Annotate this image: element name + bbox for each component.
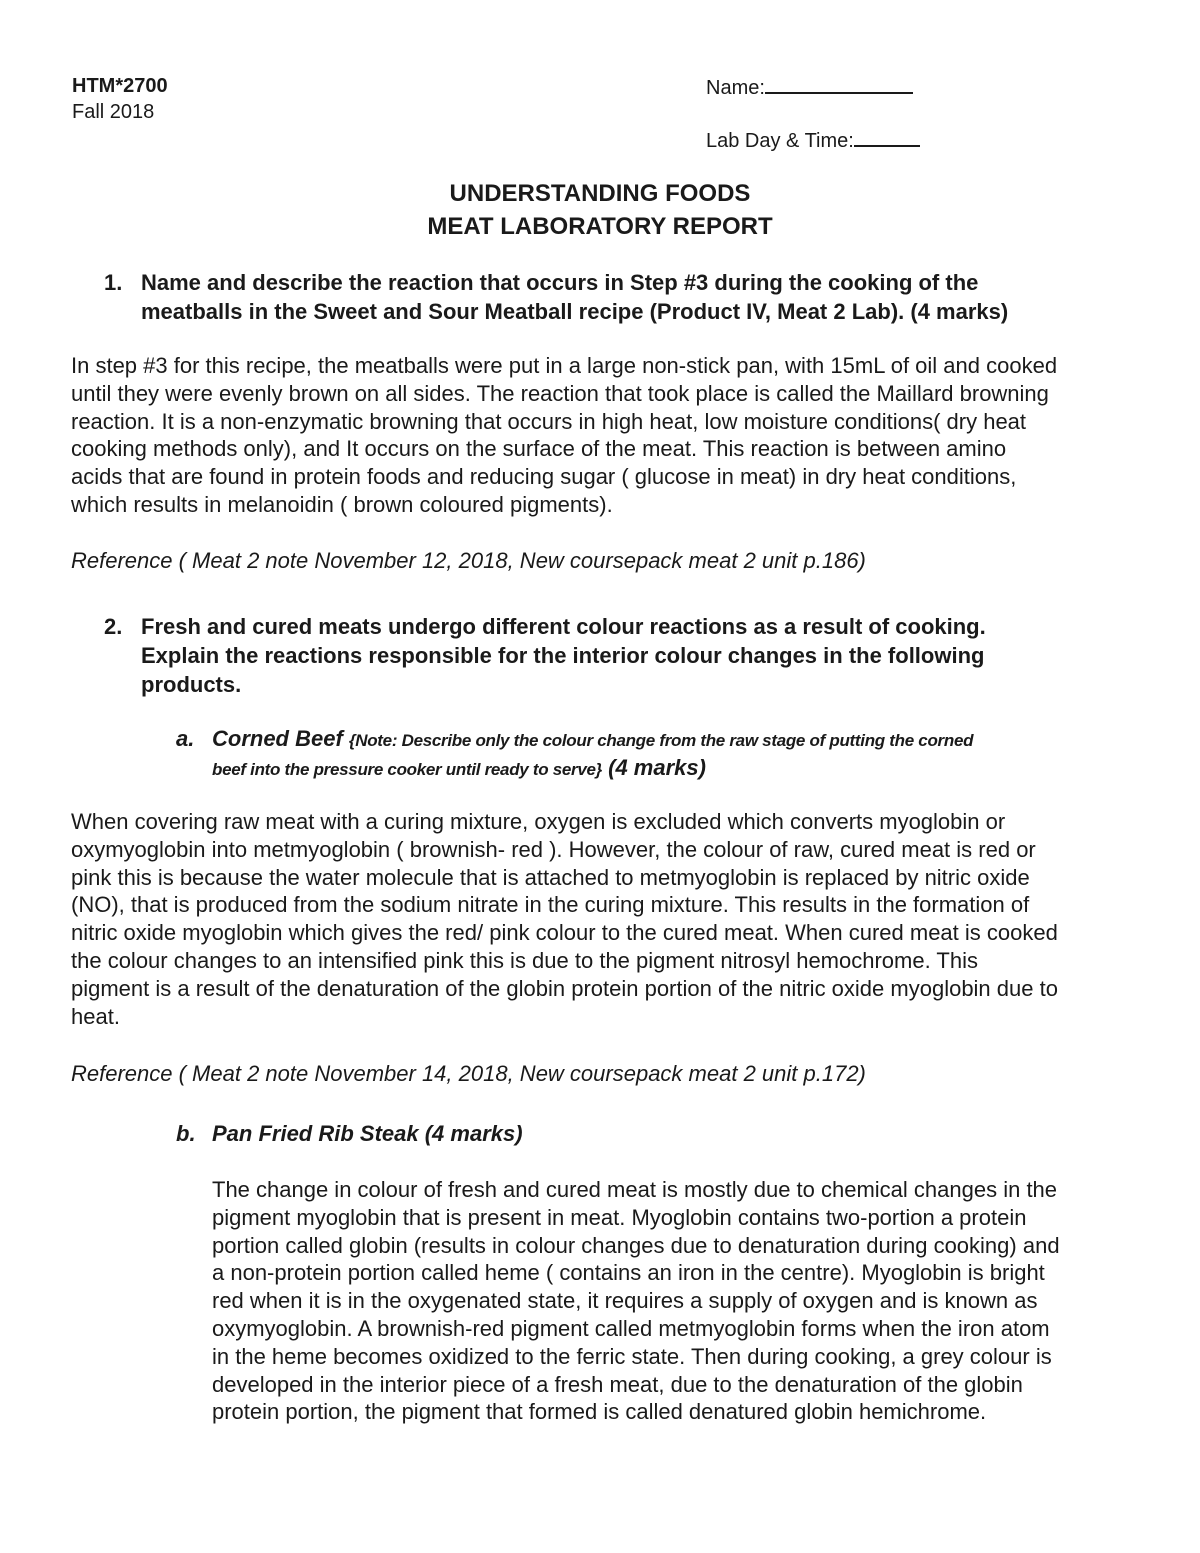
q2a-answer-line: (NO), that is produced from the sodium nitrate in the curing mixture. This results in the formation of [71, 892, 1030, 918]
q2b-letter: b. [176, 1121, 196, 1146]
q2a-answer-line: the colour changes to an intensified pink this is due to the pigment nitrosyl hemochrome. This [71, 947, 978, 973]
report-title-line1: UNDERSTANDING FOODS [449, 180, 751, 207]
q2a-answer-line: heat. [71, 1003, 120, 1029]
q1-answer-line: until they were evenly brown on all sides. The reaction that took place is called the Maillard browning [71, 380, 1049, 406]
lab-day-label: Lab Day & Time: [706, 130, 854, 152]
lab-day-field [706, 125, 920, 155]
q2-prompt [141, 612, 986, 699]
q2a-answer-line: When covering raw meat with a curing mixture, oxygen is excluded which converts myoglobin or [71, 809, 1006, 834]
q2-number: 2. [104, 614, 123, 639]
q2a-letter: a. [176, 726, 195, 751]
q2b-answer-line: red when it is in the oxygenated state, it requires a supply of oxygen and is known as [212, 1288, 1038, 1314]
q2a-heading-line2 [212, 753, 706, 784]
q2a-marks: (4 marks) [608, 755, 706, 780]
q1-prompt-line2: meatballs in the Sweet and Sour Meatball recipe (Product IV, Meat 2 Lab). (4 marks) [141, 299, 1009, 324]
q1-answer-line: acids that are found in protein foods and reducing sugar ( glucose in meat) in dry heat conditions, [71, 464, 1017, 490]
q1-answer-line: cooking methods only), and It occurs on the surface of the meat. This reaction is between amino [71, 436, 1007, 462]
q2a-answer-line: pigment is a result of the denaturation of the globin protein portion of the nitric oxide myoglobin due to [71, 975, 1058, 1001]
q2b-answer-line: oxymyoglobin. A brownish-red pigment called metmyoglobin forms when the iron atom [212, 1315, 1050, 1341]
lab-day-blank-line [854, 125, 920, 147]
q2b-answer-line: a non-protein portion called heme ( contains an iron in the centre). Myoglobin is bright [212, 1260, 1045, 1286]
report-title-line2: MEAT LABORATORY REPORT [427, 213, 773, 240]
q2b-answer-line: protein portion, the pigment that formed is called denatured globin hemichrome. [212, 1399, 987, 1425]
q2a-reference: Reference ( Meat 2 note November 14, 2018, New coursepack meat 2 unit p.172) [71, 1061, 866, 1086]
q1-answer-line: In step #3 for this recipe, the meatballs were put in a large non-stick pan, with 15mL of oil and cooked [71, 353, 1058, 378]
name-blank-line [765, 72, 913, 94]
term: Fall 2018 [72, 101, 155, 123]
q2a-title: Corned Beef [212, 726, 343, 751]
q2a-note-line1: {Note: Describe only the colour change from the raw stage of putting the corned [348, 731, 974, 750]
q2-prompt-line: products. [141, 672, 242, 697]
q1-prompt-line1: Name and describe the reaction that occurs in Step #3 during the cooking of the [141, 270, 979, 295]
course-code: HTM*2700 [72, 75, 168, 97]
q1-answer [71, 352, 1151, 519]
q2-prompt-line: Explain the reactions responsible for the interior colour changes in the following [141, 643, 985, 668]
q2b-title: Pan Fried Rib Steak (4 marks) [212, 1121, 523, 1146]
q2b-answer-line: pigment myoglobin that is present in meat. Myoglobin contains two-portion a protein [212, 1204, 1027, 1230]
q2b-answer-line: in the heme becomes oxidized to the ferric state. Then during cooking, a grey colour is [212, 1343, 1052, 1369]
q2b-answer-line: portion called globin (results in colour changes due to denaturation during cooking) and [212, 1232, 1060, 1258]
q2a-answer-line: oxymyoglobin into metmyoglobin ( brownish- red ). However, the colour of raw, cured meat is red or [71, 836, 1036, 862]
q2a-heading [212, 724, 1132, 755]
q2a-answer [71, 808, 1151, 1030]
q1-reference: Reference ( Meat 2 note November 12, 2018, New coursepack meat 2 unit p.186) [71, 548, 866, 573]
q2-prompt-line: Fresh and cured meats undergo different colour reactions as a result of cooking. [141, 614, 986, 639]
q1-answer-line: which results in melanoidin ( brown coloured pigments). [71, 491, 613, 517]
q2b-answer-line: The change in colour of fresh and cured meat is mostly due to chemical changes in the [212, 1177, 1058, 1202]
q2a-answer-line: nitric oxide myoglobin which gives the red/ pink colour to the cured meat. When cured meat is cooked [71, 920, 1058, 946]
q1-answer-line: reaction. It is a non-enzymatic browning that occurs in high heat, low moisture conditions( dry heat [71, 408, 1027, 434]
q2a-note-line2: beef into the pressure cooker until ready to serve} [212, 760, 602, 779]
name-field [706, 72, 913, 102]
q1-number: 1. [104, 270, 123, 295]
name-label: Name: [706, 77, 765, 99]
q2b-answer-line: developed in the interior piece of a fresh meat, due to the denaturation of the globin [212, 1371, 1023, 1397]
q2b-answer [212, 1176, 1152, 1426]
q2a-answer-line: pink this is because the water molecule that is attached to metmyoglobin is replaced by nitric oxide [71, 864, 1030, 890]
